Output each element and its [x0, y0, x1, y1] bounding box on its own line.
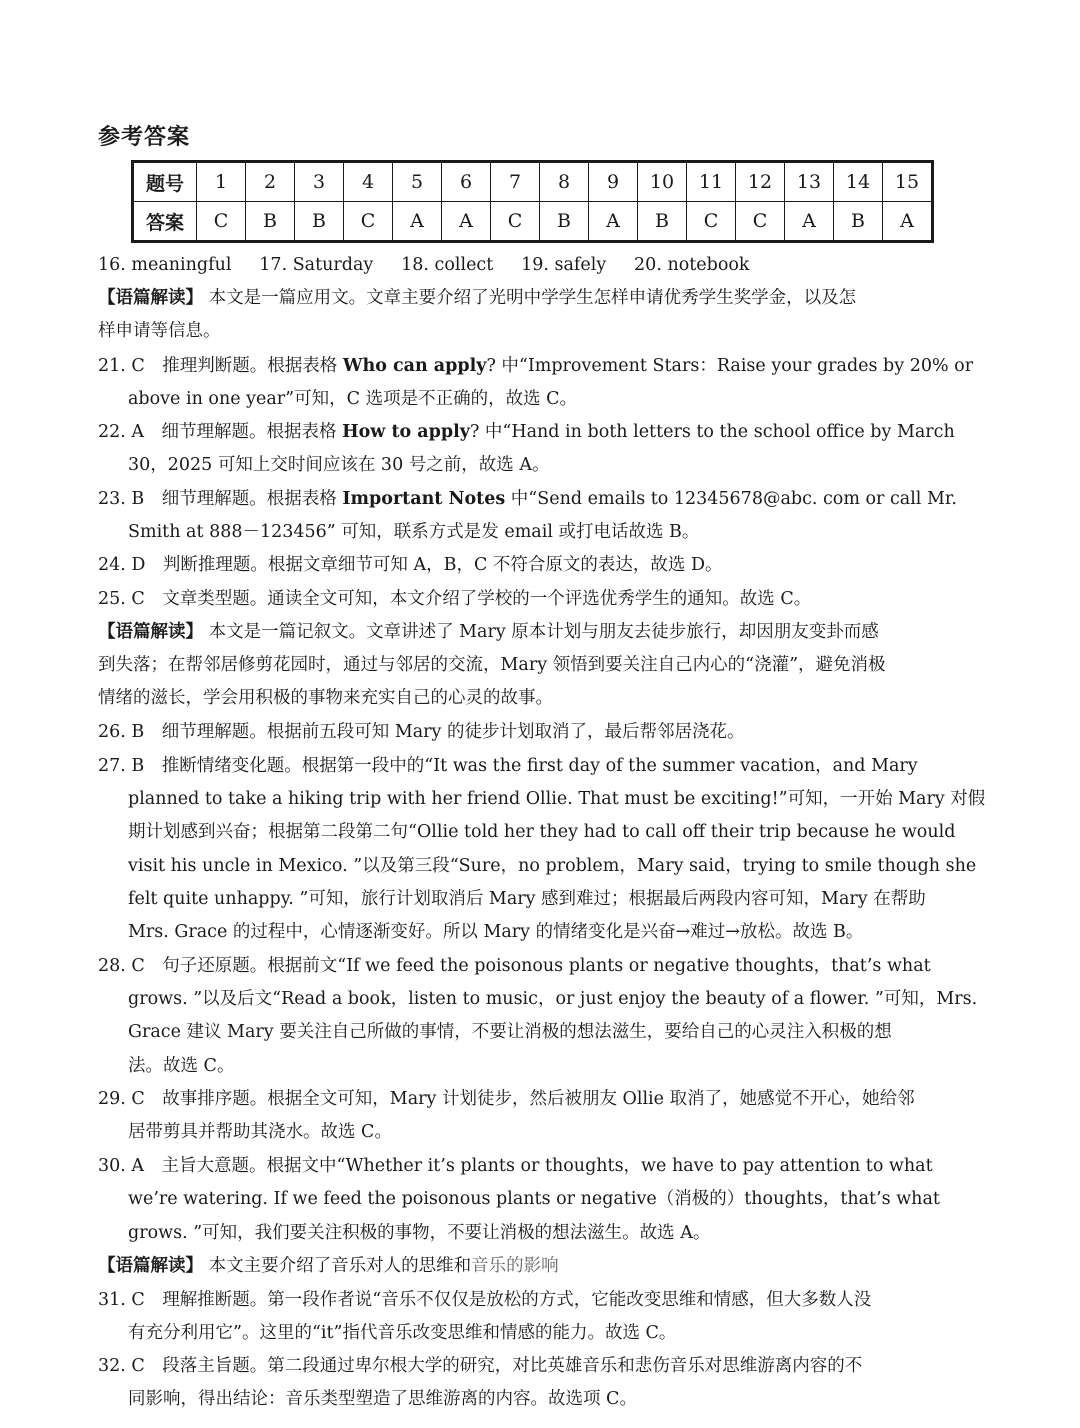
section-tag: 【语篇解读】 — [98, 1256, 203, 1276]
question-number-cell: 1 — [197, 162, 246, 202]
passage-summary: 【语篇解读】 本文主要介绍了音乐对人的思维和音乐的影响 — [98, 1256, 559, 1276]
answer-cell: B — [246, 202, 295, 242]
text-line: 居带剪具并帮助其浇水。故选 C。 — [128, 1122, 392, 1142]
passage-summary: 【语篇解读】 本文是一篇记叙文。文章讲述了 Mary 原本计划与朋友去徒步旅行，却因朋友变卦而感 — [98, 622, 879, 642]
answer-cell: C — [197, 202, 246, 242]
answer-explanation: 27. B 推断情绪变化题。根据第一段中的“It was the first day of the summer vacation，and Mary — [98, 756, 918, 776]
fill-answer: 20. notebook — [634, 255, 750, 275]
text-line: 有充分利用它”。这里的“it”指代音乐改变思维和情感的能力。故选 C。 — [128, 1323, 677, 1343]
answer-table — [131, 160, 934, 243]
question-number-cell: 3 — [295, 162, 344, 202]
table-row-answers — [133, 202, 933, 242]
answer-cell: B — [295, 202, 344, 242]
fill-answer: 16. meaningful — [98, 255, 232, 275]
answer-cell: C — [736, 202, 785, 242]
text-line: 样申请等信息。 — [98, 321, 221, 341]
answer-explanation: 28. C 句子还原题。根据前文“If we feed the poisonous plants or negative thoughts，that’s what — [98, 956, 931, 976]
answer-explanation: 22. A 细节理解题。根据表格 How to apply? 中“Hand in both letters to the school office by March — [98, 422, 955, 442]
text-line: grows. ”以及后文“Read a book，listen to music，or just enjoy the beauty of a flower. ”可知，Mrs. — [128, 989, 978, 1009]
text-line: Mrs. Grace 的过程中，心情逐渐变好。所以 Mary 的情绪变化是兴奋→难过→放松。故选 B。 — [128, 922, 864, 942]
section-tag: 【语篇解读】 — [98, 288, 203, 308]
fill-answer: 19. safely — [521, 255, 607, 275]
answer-explanation: 26. B 细节理解题。根据前五段可知 Mary 的徒步计划取消了，最后帮邻居浇花。 — [98, 722, 745, 742]
answer-explanation: 23. B 细节理解题。根据表格 Important Notes 中“Send emails to 12345678@abc. com or call Mr. — [98, 489, 957, 509]
answer-cell: A — [393, 202, 442, 242]
question-number-cell: 5 — [393, 162, 442, 202]
answer-explanation: 25. C 文章类型题。通读全文可知，本文介绍了学校的一个评选优秀学生的通知。故选 C。 — [98, 589, 812, 609]
answer-cell: C — [687, 202, 736, 242]
answer-explanation: 30. A 主旨大意题。根据文中“Whether it’s plants or thoughts，we have to pay attention to what — [98, 1156, 933, 1176]
answer-cell: B — [834, 202, 883, 242]
answer-cell: B — [540, 202, 589, 242]
question-number-cell: 12 — [736, 162, 785, 202]
fill-in-answers — [98, 249, 988, 282]
section-tag: 【语篇解读】 — [98, 622, 203, 642]
answer-explanation: 31. C 理解推断题。第一段作者说“音乐不仅仅是放松的方式，它能改变思维和情感，但大多数人没 — [98, 1290, 872, 1310]
text-line: 30，2025 可知上交时间应该在 30 号之前，故选 A。 — [128, 455, 550, 475]
question-number-cell: 13 — [785, 162, 834, 202]
fill-answer: 18. collect — [401, 255, 494, 275]
answer-cell: A — [589, 202, 638, 242]
row-label: 答案 — [133, 202, 197, 242]
text-line: grows. ”可知，我们要关注积极的事物，不要让消极的想法滋生。故选 A。 — [128, 1223, 711, 1243]
question-number-cell: 14 — [834, 162, 883, 202]
text-line: above in one year”可知，C 选项是不正确的，故选 C。 — [128, 389, 578, 409]
question-number-cell: 9 — [589, 162, 638, 202]
text-line: Grace 建议 Mary 要关注自己所做的事情，不要让消极的想法滋生，要给自己的心灵注入积极的想 — [128, 1022, 892, 1042]
text-line: 同影响，得出结论：音乐类型塑造了思维游离的内容。故选项 C。 — [128, 1389, 637, 1409]
fill-answer: 17. Saturday — [259, 255, 374, 275]
text-line: 期计划感到兴奋；根据第二段第二句“Ollie told her they had to call off their trip because he would — [128, 822, 956, 842]
answer-cell: C — [344, 202, 393, 242]
answer-cell: B — [638, 202, 687, 242]
text-line: visit his uncle in Mexico. ”以及第三段“Sure，no problem，Mary said，trying to smile though she — [128, 856, 977, 876]
question-number-cell: 10 — [638, 162, 687, 202]
text-line: 法。故选 C。 — [128, 1056, 235, 1076]
answer-explanation: 29. C 故事排序题。根据全文可知，Mary 计划徒步，然后被朋友 Ollie 取消了，她感觉不开心，她给邻 — [98, 1089, 915, 1109]
text-line: Smith at 888－123456” 可知，联系方式是发 email 或打电话故选 B。 — [128, 522, 700, 542]
question-number-cell: 4 — [344, 162, 393, 202]
answer-cell: A — [785, 202, 834, 242]
answer-cell: A — [442, 202, 491, 242]
text-line: 到失落；在帮邻居修剪花园时，通过与邻居的交流，Mary 领悟到要关注自己内心的“浇灌”，避免消极 — [98, 655, 886, 675]
page-title: 参考答案 — [98, 124, 191, 150]
question-number-cell: 11 — [687, 162, 736, 202]
answer-explanation: 24. D 判断推理题。根据文章细节可知 A，B，C 不符合原文的表达，故选 D。 — [98, 555, 723, 575]
question-number-cell: 8 — [540, 162, 589, 202]
answer-explanation: 32. C 段落主旨题。第二段通过卑尔根大学的研究，对比英雄音乐和悲伤音乐对思维游离内容的不 — [98, 1356, 863, 1376]
text-line: planned to take a hiking trip with her friend Ollie. That must be exciting!”可知，一开始 Mary 对假 — [128, 789, 986, 809]
text-line: we’re watering. If we feed the poisonous plants or negative（消极的）thoughts，that’s what — [128, 1189, 940, 1209]
text-line: felt quite unhappy. ”可知，旅行计划取消后 Mary 感到难过；根据最后两段内容可知，Mary 在帮助 — [128, 889, 926, 909]
question-number-cell: 6 — [442, 162, 491, 202]
table-row-numbers — [133, 162, 933, 202]
answer-cell: A — [883, 202, 933, 242]
answer-cell: C — [491, 202, 540, 242]
text-line: 情绪的滋长，学会用积极的事物来充实自己的心灵的故事。 — [98, 688, 553, 708]
answer-explanation: 21. C 推理判断题。根据表格 Who can apply? 中“Improvement Stars：Raise your grades by 20% or — [98, 356, 974, 376]
question-number-cell: 7 — [491, 162, 540, 202]
question-number-cell: 15 — [883, 162, 933, 202]
row-label: 题号 — [133, 162, 197, 202]
passage-summary: 【语篇解读】 本文是一篇应用文。文章主要介绍了光明中学学生怎样申请优秀学生奖学金，以及怎 — [98, 288, 857, 308]
question-number-cell: 2 — [246, 162, 295, 202]
